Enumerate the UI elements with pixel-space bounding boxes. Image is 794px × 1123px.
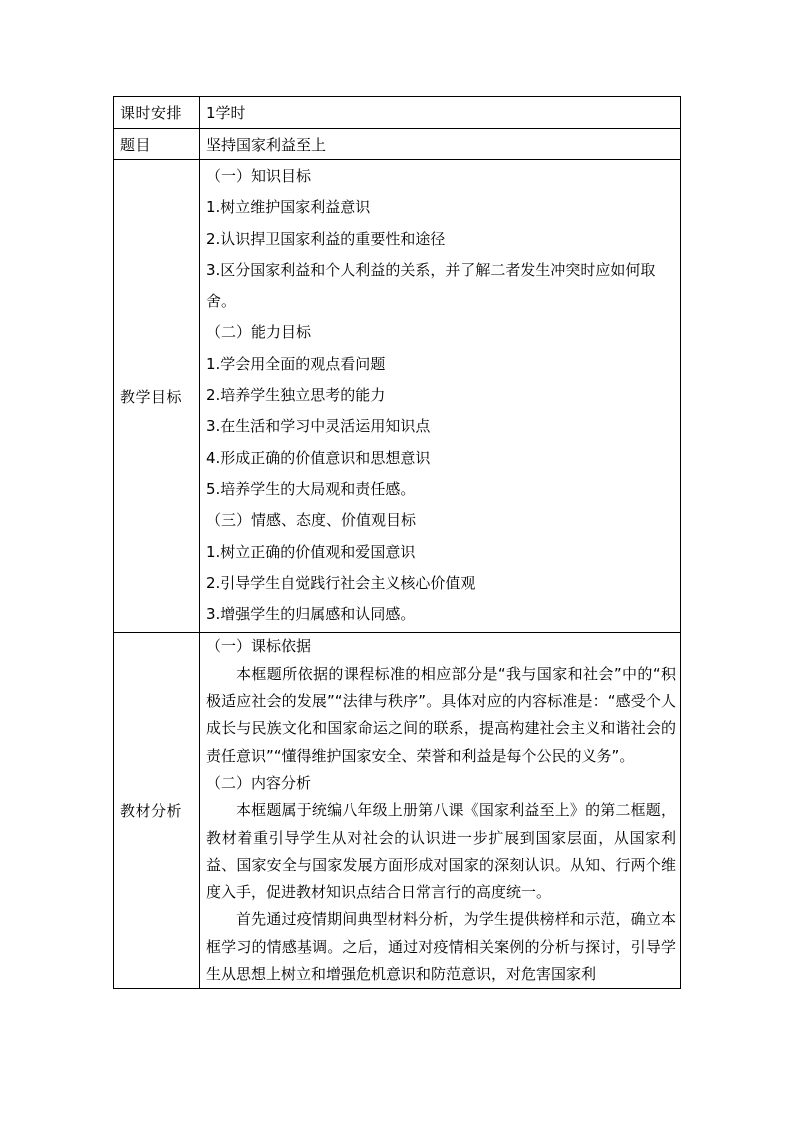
material-analysis-content <box>200 633 681 989</box>
values-objective-item: 1.树立正确的价值观和爱国意识 <box>206 542 416 561</box>
class-hours-value: 1学时 <box>200 97 681 129</box>
curriculum-basis-heading: （一）课标依据 <box>206 637 312 656</box>
lesson-plan-table <box>113 96 681 989</box>
teaching-objectives-label: 教学目标 <box>114 160 200 633</box>
ability-objective-item: 4.形成正确的价值意识和思想意识 <box>206 448 431 467</box>
teaching-objectives-content <box>200 160 681 633</box>
values-objective-item: 3.增强学生的归属感和认同感。 <box>206 605 416 624</box>
content-analysis-paragraph: 本框题属于统编八年级上册第八课《国家利益至上》的第二框题，教材着重引导学生从对社会的认识进一步扩展到国家层面，从国家利益、国家安全与国家发展方面形成对国家的深刻认识。从知、行两个维度入手，促进教材知识点结合日常言行的高度统一。 <box>206 801 676 902</box>
knowledge-objectives-heading: （一）知识目标 <box>206 167 312 185</box>
knowledge-objective-item: 2.认识捍卫国家利益的重要性和途径 <box>206 229 446 248</box>
knowledge-objective-item: 3.区分国家利益和个人利益的关系，并了解二者发生冲突时应如何取舍。 <box>206 260 656 311</box>
knowledge-objective-item: 1.树立维护国家利益意识 <box>206 198 371 217</box>
row-topic <box>114 129 681 160</box>
ability-objective-item: 1.学会用全面的观点看问题 <box>206 354 386 373</box>
topic-label: 题目 <box>114 129 200 160</box>
row-class-hours <box>114 97 681 129</box>
class-hours-label: 课时安排 <box>114 97 200 129</box>
ability-objective-item: 5.培养学生的大局观和责任感。 <box>206 479 416 498</box>
ability-objective-item: 2.培养学生独立思考的能力 <box>206 386 386 405</box>
topic-value: 坚持国家利益至上 <box>200 129 681 160</box>
row-material-analysis <box>114 633 681 989</box>
ability-objectives-heading: （二）能力目标 <box>206 323 312 342</box>
values-objective-item: 2.引导学生自觉践行社会主义核心价值观 <box>206 573 476 592</box>
material-analysis-label: 教材分析 <box>114 633 200 989</box>
ability-objective-item: 3.在生活和学习中灵活运用知识点 <box>206 417 431 436</box>
values-objectives-heading: （三）情感、态度、价值观目标 <box>206 511 417 530</box>
content-analysis-paragraph: 首先通过疫情期间典型材料分析，为学生提供榜样和示范，确立本框学习的情感基调。之后，通过对疫情相关案例的分析与探讨，引导学生从思想上树立和增强危机意识和防范意识，对危害国家利 <box>206 910 676 984</box>
content-analysis-heading: （二）内容分析 <box>206 773 312 792</box>
curriculum-basis-paragraph: 本框题所依据的课程标准的相应部分是“我与国家和社会”中的“积极适应社会的发展”“法律与秩序”。具体对应的内容标准是：“感受个人成长与民族文化和国家命运之间的联系，提高构建社会主义和谐社会的责任意识”“懂得维护国家安全、荣誉和利益是每个公民的义务”。 <box>206 664 676 765</box>
row-teaching-objectives <box>114 160 681 633</box>
